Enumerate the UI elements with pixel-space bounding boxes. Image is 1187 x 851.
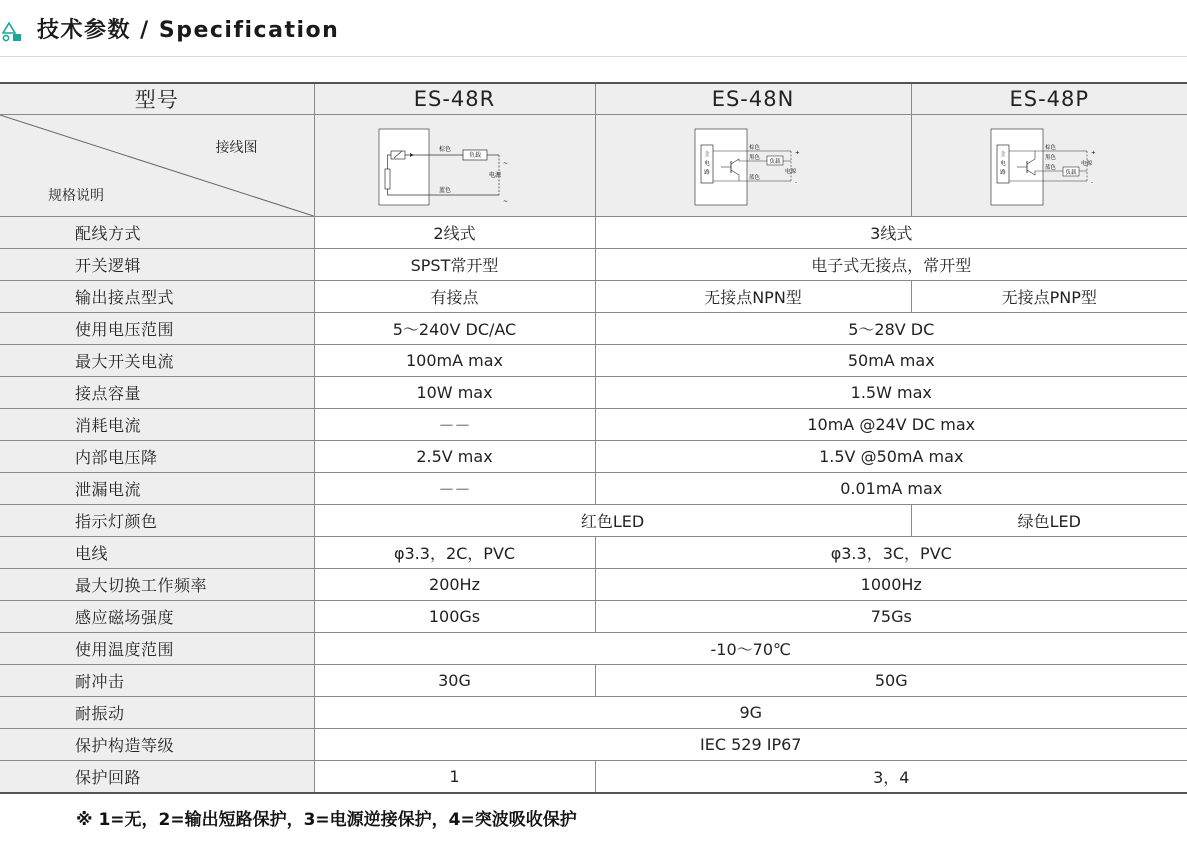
row-value: 无接点PNP型 [911,281,1187,313]
row-label: 耐冲击 [0,665,314,697]
row-label: 指示灯颜色 [0,505,314,537]
table-row [0,249,1187,281]
row-value: 电子式无接点，常开型 [595,249,1187,281]
svg-text:电: 电 [1000,160,1007,167]
row-value: －－ [314,409,595,441]
row-value: 0.01mA max [595,473,1187,505]
model-es48p: ES-48P [911,83,1187,115]
wiring-diagram-n [595,115,911,217]
row-value: 无接点NPN型 [595,281,911,313]
table-row [0,345,1187,377]
svg-text:主: 主 [1000,151,1007,158]
row-label: 使用温度范围 [0,633,314,665]
page-title: 技术参数 / Specification [37,18,340,43]
row-value: 1.5W max [595,377,1187,409]
row-label: 使用电压范围 [0,313,314,345]
wiring-n-svg [693,123,813,209]
row-value: 1.5V @50mA max [595,441,1187,473]
row-label: 保护回路 [0,761,314,794]
row-label: 泄漏电流 [0,473,314,505]
svg-text:-: - [1091,179,1094,186]
svg-text:负载: 负载 [769,158,781,165]
svg-text:负载: 负载 [468,151,481,159]
row-label: 保护构造等级 [0,729,314,761]
row-label: 最大开关电流 [0,345,314,377]
row-value: 有接点 [314,281,595,313]
svg-text:~: ~ [502,159,508,167]
table-row [0,601,1187,633]
corner-header-cell [0,115,314,217]
svg-text:路: 路 [704,169,710,176]
row-value: φ3.3，3C，PVC [595,537,1187,569]
wiring-r-svg [375,123,535,209]
table-row [0,729,1187,761]
row-value: 50mA max [595,345,1187,377]
svg-text:电源: 电源 [785,168,797,175]
table-row [0,313,1187,345]
row-label: 开关逻辑 [0,249,314,281]
row-value: 100mA max [314,345,595,377]
model-es48n: ES-48N [595,83,911,115]
svg-text:电: 电 [704,160,710,167]
row-value: -10～70℃ [314,633,1187,665]
triangle-square-logo-icon [2,22,24,42]
table-row [0,569,1187,601]
svg-text:蓝色: 蓝色 [438,186,451,194]
svg-text:黑色: 黑色 [1045,154,1057,161]
row-label: 电线 [0,537,314,569]
row-value: 75Gs [595,601,1187,633]
section-header [0,0,1187,57]
svg-text:-: - [795,179,797,186]
row-label: 消耗电流 [0,409,314,441]
model-es48r: ES-48R [314,83,595,115]
row-value: IEC 529 IP67 [314,729,1187,761]
row-label: 接点容量 [0,377,314,409]
row-value: 5～240V DC/AC [314,313,595,345]
row-label: 输出接点型式 [0,281,314,313]
table-row [0,761,1187,794]
row-value: 9G [314,697,1187,729]
table-row [0,505,1187,537]
svg-text:负载: 负载 [1065,169,1077,176]
svg-text:+: + [795,149,800,156]
row-value: 30G [314,665,595,697]
row-label: 感应磁场强度 [0,601,314,633]
svg-text:蓝色: 蓝色 [1045,164,1057,171]
row-value: 1 [314,761,595,794]
svg-text:电源: 电源 [488,171,501,179]
row-value: －－ [314,473,595,505]
row-label: 耐振动 [0,697,314,729]
svg-text:棕色: 棕色 [1045,144,1057,151]
row-value: 50G [595,665,1187,697]
row-value: 100Gs [314,601,595,633]
table-row [0,377,1187,409]
row-value: 5～28V DC [595,313,1187,345]
table-row [0,473,1187,505]
table-row [0,217,1187,249]
wiring-p-svg [989,123,1109,209]
model-label: 型号 [0,83,314,115]
table-row [0,697,1187,729]
row-value: 3线式 [595,217,1187,249]
svg-text:+: + [1091,149,1096,156]
row-label: 内部电压降 [0,441,314,473]
wiring-diagram-p [911,115,1187,217]
row-value: 2.5V max [314,441,595,473]
row-value: 10W max [314,377,595,409]
row-value: 2线式 [314,217,595,249]
table-row [0,441,1187,473]
svg-text:主: 主 [704,151,710,158]
svg-text:黑色: 黑色 [749,154,761,161]
footnote: ※ 1=无，2=输出短路保护，3=电源逆接保护，4=突波吸收保护 [76,810,577,830]
svg-text:蓝色: 蓝色 [749,174,761,181]
row-value: 3，4 [595,761,1187,794]
row-value: 200Hz [314,569,595,601]
table-row [0,409,1187,441]
row-value: 红色LED [314,505,911,537]
svg-text:棕色: 棕色 [438,145,451,153]
svg-text:棕色: 棕色 [749,144,761,151]
svg-text:路: 路 [1000,169,1007,176]
wiring-diagram-r [314,115,595,217]
table-row [0,633,1187,665]
row-value: SPST常开型 [314,249,595,281]
row-value: 绿色LED [911,505,1187,537]
table-row [0,281,1187,313]
svg-text:~: ~ [502,197,508,205]
row-label: 最大切换工作频率 [0,569,314,601]
table-row [0,537,1187,569]
svg-text:电源: 电源 [1081,160,1093,167]
row-value: φ3.3，2C，PVC [314,537,595,569]
table-row [0,665,1187,697]
model-row [0,83,1187,115]
wiring-row [0,115,1187,217]
corner-spec-label: 规格说明 [48,188,104,204]
spec-table [0,82,1187,794]
row-value: 10mA @24V DC max [595,409,1187,441]
row-value: 1000Hz [595,569,1187,601]
corner-wiring-label: 接线图 [215,140,258,156]
row-label: 配线方式 [0,217,314,249]
